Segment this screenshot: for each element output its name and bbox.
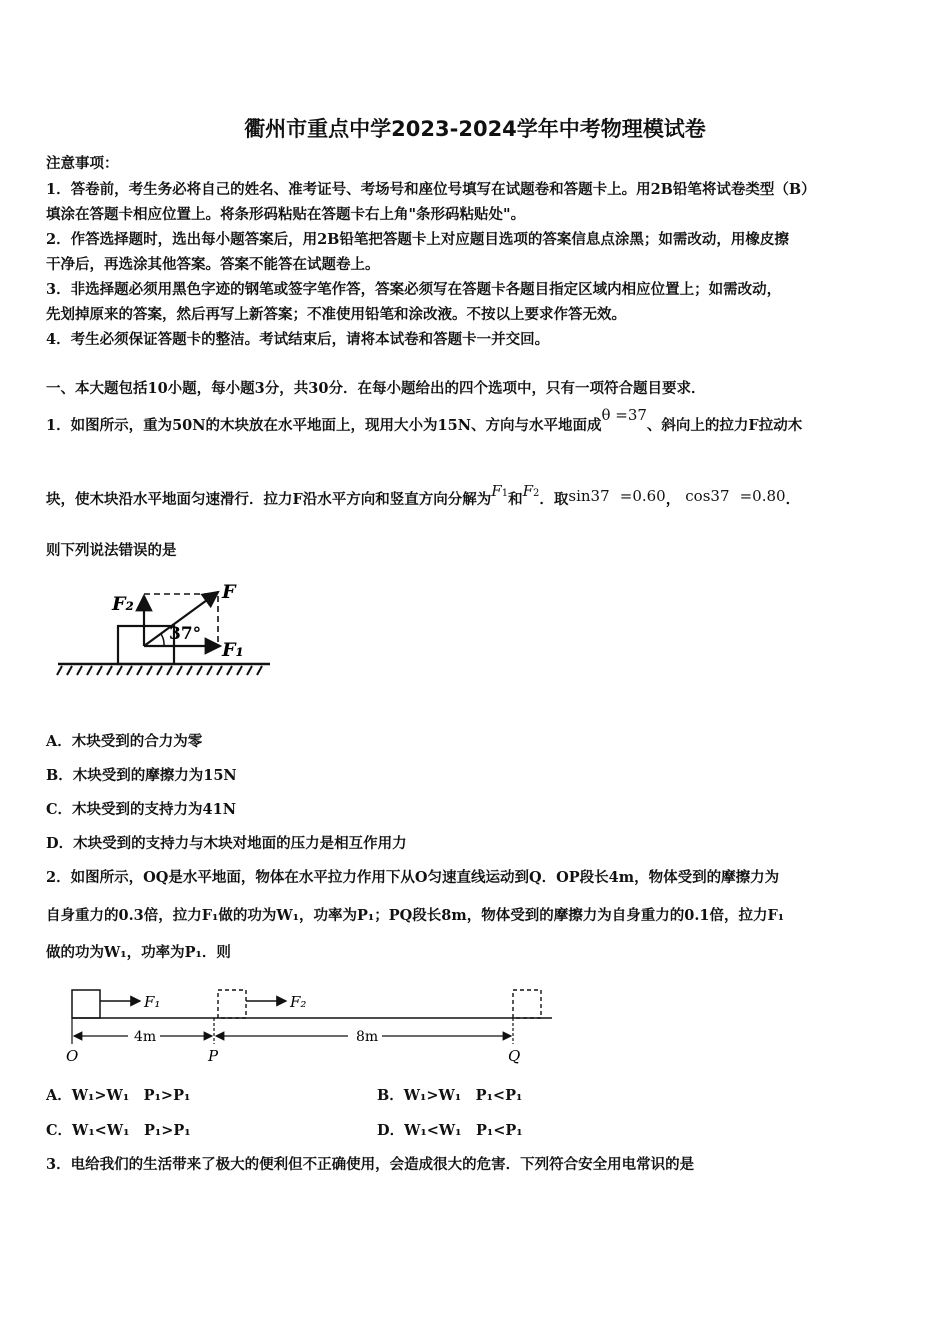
q3-line1: 3．电给我们的生活带来了极大的便利但不正确使用，会造成很大的危害．下列符合安全用电常识的是 [46,1156,695,1173]
notice-line: 2．作答选择题时，选出每小题答案后，用2B铅笔把答题卡上对应题目选项的答案信息点涂黑；如需改动，用橡皮擦 [46,231,789,248]
q1-force-diagram [52,574,278,684]
angle-arc [161,634,164,646]
q1-line1 [46,406,803,435]
q2-line1: 2．如图所示，OQ是水平地面，物体在水平拉力作用下从O匀速直线运动到Q．OP段长4m，物体受到的摩擦力为 [46,869,780,886]
label-o: O [66,1047,79,1064]
label-4m: 4m [134,1029,157,1045]
q1-option-a: A．木块受到的合力为零 [46,733,203,750]
label-p: P [208,1047,219,1064]
q1-period: ． [785,491,801,508]
exam-title: 衢州市重点中学2023-2024学年中考物理模试卷 [244,117,706,141]
q1-theta: θ =37 [601,406,647,424]
label-f: F [222,581,236,603]
label-f1: F₁ [222,639,244,661]
notice-line: 填涂在答题卡相应位置上。将条形码粘贴在答题卡右上角"条形码粘贴处"。 [46,206,526,223]
notice-line: 干净后，再选涂其他答案。答案不能答在试题卷上。 [46,256,380,273]
block-at-o [72,990,100,1018]
q1-option-d: D．木块受到的支持力与木块对地面的压力是相互作用力 [46,835,407,852]
q2-option-b: B．W₁>W₁ P₁<P₁ [377,1087,523,1104]
q1-cos-value: =0.80 [739,487,786,505]
block-at-q [513,990,541,1018]
q1-text-b: 、斜向上的拉力F拉动木 [646,417,803,434]
q1-comma: ， [665,491,681,508]
q2-line3: 做的功为W₁，功率为P₁．则 [46,944,231,961]
q1-f1-symbol: F1 [491,482,509,500]
q2-option-c: C．W₁<W₁ P₁>P₁ [46,1122,191,1139]
q1-sin-value: =0.60 [619,487,666,505]
label-8m: 8m [356,1029,379,1045]
notice-line: 4．考生必须保证答题卡的整洁。考试结束后，请将本试卷和答题卡一并交回。 [46,331,550,348]
section-heading: 一、本大题包括10小题，每小题3分，共30分．在每小题给出的四个选项中，只有一项符合题目要求． [46,380,706,397]
notice-line: 先划掉原来的答案，然后再写上新答案；不准使用铅笔和涂改液。不按以上要求作答无效。 [46,306,626,323]
notice-line: 3．非选择题必须用黑色字迹的钢笔或签字笔作答，答案必须写在答题卡各题目指定区域内相应位置上；如需改动， [46,281,782,298]
q2-line2: 自身重力的0.3倍，拉力F₁做的功为W₁，功率为P₁；PQ段长8m，物体受到的摩擦力为自身重力的0.1倍，拉力F₁ [46,907,785,924]
notice-line: 1．答卷前，考生务必将自己的姓名、准考证号、考场号和座位号填写在试题卷和答题卡上。用2B铅笔将试卷类型（B） [46,181,816,198]
label-f2: F₂ [112,593,134,615]
q1-sin: sin37 [568,487,610,505]
label-f2: F₂ [290,993,307,1011]
q1-f2-symbol: F2 [522,482,540,500]
q1-option-b: B．木块受到的摩擦力为15N [46,767,237,784]
q2-option-d: D．W₁<W₁ P₁<P₁ [377,1122,523,1139]
block-at-p [218,990,246,1018]
q1-take: ．取 [539,491,569,508]
q1-line3: 则下列说法错误的是 [46,542,177,559]
q1-line2 [46,482,801,509]
label-q: Q [508,1047,521,1064]
label-f1: F₁ [144,993,161,1011]
q1-text-a: 1．如图所示，重为50N的木块放在水平地面上，现用大小为15N、方向与水平地面成 [46,417,602,434]
notice-heading: 注意事项： [46,155,119,172]
q2-motion-diagram [62,982,558,1064]
q1-and: 和 [508,491,523,508]
q1-text-c: 块，使木块沿水平地面匀速滑行．拉力F沿水平方向和竖直方向分解为 [46,491,492,508]
q1-cos: cos37 [685,487,730,505]
ground-hatch [57,666,262,675]
q2-option-a: A．W₁>W₁ P₁>P₁ [46,1087,191,1104]
label-angle: 37° [169,624,202,644]
q1-option-c: C．木块受到的支持力为41N [46,801,236,818]
